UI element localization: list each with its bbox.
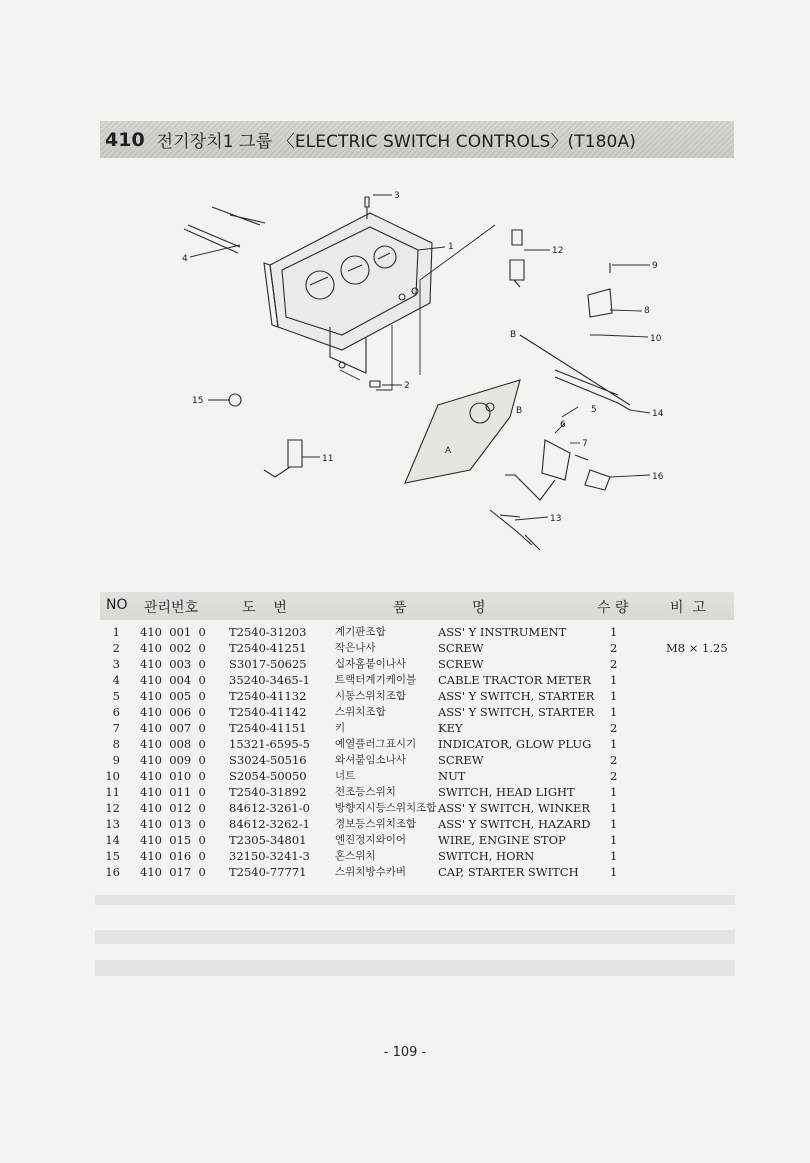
cell-no: 3 <box>112 657 120 671</box>
cell-qty: 1 <box>610 673 618 687</box>
meter-cable-drawing <box>184 207 265 253</box>
cell-mgmt: 410 007 0 <box>140 721 206 735</box>
head-light-switch-drawing <box>264 440 302 477</box>
table-row <box>100 784 734 800</box>
cell-qty: 2 <box>610 721 618 735</box>
cell-drawing: S3017-50625 <box>229 657 307 671</box>
callout-label: 14 <box>652 409 664 419</box>
cell-qty: 1 <box>610 801 618 815</box>
cell-name-en: NUT <box>438 769 466 783</box>
parts-table-header <box>100 592 734 620</box>
callout-label: 11 <box>322 454 334 464</box>
hazard-switch-drawing <box>490 510 540 550</box>
cell-no: 15 <box>105 849 120 863</box>
cell-name-kr: 와셔붙임소나사 <box>335 754 407 766</box>
cell-no: 13 <box>105 817 120 831</box>
cell-name-en: SWITCH, HEAD LIGHT <box>438 785 575 799</box>
cell-no: 4 <box>112 673 120 687</box>
cell-name-kr: 계기판조합 <box>335 626 386 638</box>
cell-name-en: INDICATOR, GLOW PLUG <box>438 737 592 751</box>
table-row <box>100 672 734 688</box>
switch-bracket-drawing <box>405 380 523 483</box>
cell-no: 6 <box>112 705 120 719</box>
header-part-name-en: 명 <box>472 600 486 616</box>
callout-label: 6 <box>560 420 566 430</box>
table-row <box>100 800 734 816</box>
table-row <box>100 848 734 864</box>
section-number: 410 <box>105 128 145 151</box>
letter-label: B <box>510 330 517 340</box>
cell-mgmt: 410 005 0 <box>140 689 206 703</box>
engine-stop-wire-drawing <box>520 335 630 410</box>
cell-no: 16 <box>105 865 120 879</box>
cell-drawing: T2540-31892 <box>229 785 307 799</box>
cell-mgmt: 410 001 0 <box>140 625 206 639</box>
cell-qty: 1 <box>610 817 618 831</box>
table-row <box>100 816 734 832</box>
letter-label: A <box>445 446 452 456</box>
cell-no: 14 <box>105 833 120 847</box>
cell-drawing: T2305-34801 <box>229 833 307 847</box>
cell-name-kr: 시동스위치조합 <box>335 690 407 702</box>
callout-label: 3 <box>394 191 400 201</box>
page-number: - 109 - <box>383 1045 427 1060</box>
cell-name-kr: 십자홈붙이나사 <box>335 658 407 670</box>
cell-qty: 1 <box>610 737 618 751</box>
cell-no: 8 <box>112 737 120 751</box>
callout-label: 16 <box>652 472 664 482</box>
callout-label: 12 <box>552 246 564 256</box>
table-row <box>100 704 734 720</box>
scan-artifact <box>95 960 735 976</box>
cell-name-kr: 키 <box>335 722 346 734</box>
winker-switch-drawing <box>510 230 524 287</box>
cell-mgmt: 410 008 0 <box>140 737 206 751</box>
cell-name-en: ASS' Y SWITCH, HAZARD <box>438 817 591 831</box>
table-row <box>100 720 734 736</box>
cell-drawing: 32150-3241-3 <box>229 849 310 863</box>
cell-mgmt: 410 012 0 <box>140 801 206 815</box>
cell-name-kr: 혼스위치 <box>335 850 376 862</box>
cell-mgmt: 410 013 0 <box>140 817 206 831</box>
callout-label: 8 <box>644 306 650 316</box>
cell-qty: 2 <box>610 769 618 783</box>
instrument-panel-drawing <box>264 213 432 373</box>
section-header <box>100 121 734 158</box>
cell-qty: 2 <box>610 657 618 671</box>
cell-drawing: S3024-50516 <box>229 753 307 767</box>
cell-no: 12 <box>105 801 120 815</box>
cell-drawing: T2540-31203 <box>229 625 307 639</box>
cell-name-en: ASS' Y SWITCH, STARTER <box>438 689 595 703</box>
callout-label: 13 <box>550 514 562 524</box>
cell-drawing: T2540-41142 <box>229 705 307 719</box>
header-drawing-number: 도 번 <box>242 600 287 616</box>
table-row <box>100 832 734 848</box>
cell-mgmt: 410 003 0 <box>140 657 206 671</box>
section-title: 전기장치1 그룹 〈ELECTRIC SWITCH CONTROLS〉(T180A) <box>156 132 636 152</box>
header-no: NO <box>106 597 128 613</box>
letter-label: B <box>516 406 523 416</box>
cell-name-en: CAP, STARTER SWITCH <box>438 865 579 879</box>
cell-drawing: 35240-3465-1 <box>229 673 310 687</box>
cell-name-kr: 너트 <box>335 770 356 782</box>
cell-name-kr: 스위치조합 <box>335 706 386 718</box>
callout-label: 5 <box>591 405 597 415</box>
cell-qty: 1 <box>610 689 618 703</box>
cell-no: 7 <box>112 721 120 735</box>
table-row <box>100 656 734 672</box>
table-row <box>100 752 734 768</box>
cell-name-kr: 작은나사 <box>335 642 376 654</box>
cell-no: 10 <box>105 769 120 783</box>
cell-qty: 1 <box>610 705 618 719</box>
cell-mgmt: 410 009 0 <box>140 753 206 767</box>
cell-name-kr: 예열플러그표시기 <box>335 738 417 750</box>
cell-no: 11 <box>105 785 120 799</box>
cell-qty: 1 <box>610 833 618 847</box>
table-row <box>100 624 734 640</box>
cell-qty: 1 <box>610 865 618 879</box>
cell-name-kr: 트랙터계기케이블 <box>335 674 417 686</box>
cell-drawing: 15321-6595-5 <box>229 737 310 751</box>
cell-name-en: KEY <box>438 721 463 735</box>
glow-plug-indicator-drawing <box>588 263 612 335</box>
table-row <box>100 768 734 784</box>
cell-drawing: 84612-3262-1 <box>229 817 310 831</box>
cell-remark: M8 × 1.25 <box>666 641 728 655</box>
cell-no: 9 <box>112 753 120 767</box>
cell-qty: 2 <box>610 641 618 655</box>
cell-mgmt: 410 011 0 <box>140 785 206 799</box>
cell-drawing: 84612-3261-0 <box>229 801 310 815</box>
cell-drawing: S2054-50050 <box>229 769 307 783</box>
scan-artifact <box>95 895 735 905</box>
cell-name-kr: 엔진정지와이어 <box>335 834 407 846</box>
callout-label: 9 <box>652 261 658 271</box>
cell-name-en: SCREW <box>438 641 484 655</box>
cell-drawing: T2540-41132 <box>229 689 307 703</box>
callout-label: 2 <box>404 381 410 391</box>
callout-label: 4 <box>182 254 188 264</box>
cell-no: 5 <box>112 689 120 703</box>
cell-name-en: SWITCH, HORN <box>438 849 535 863</box>
cell-name-en: SCREW <box>438 657 484 671</box>
cell-drawing: T2540-77771 <box>229 865 307 879</box>
cell-name-kr: 방향지시등스위치조합 <box>335 802 437 814</box>
cell-qty: 1 <box>610 849 618 863</box>
cell-name-kr: 전조등스위치 <box>335 786 396 798</box>
cell-mgmt: 410 015 0 <box>140 833 206 847</box>
callout-label: 1 <box>448 242 454 252</box>
screw-2-drawing <box>370 381 380 387</box>
table-row <box>100 688 734 704</box>
header-quantity: 수 량 <box>597 600 629 616</box>
cell-name-en: ASS' Y SWITCH, STARTER <box>438 705 595 719</box>
cell-name-en: WIRE, ENGINE STOP <box>438 833 566 847</box>
cell-name-en: SCREW <box>438 753 484 767</box>
cell-mgmt: 410 006 0 <box>140 705 206 719</box>
cell-name-en: ASS' Y INSTRUMENT <box>438 625 567 639</box>
header-part-name-kr: 품 <box>393 600 407 616</box>
horn-switch-drawing <box>229 394 241 406</box>
cell-mgmt: 410 004 0 <box>140 673 206 687</box>
cell-qty: 1 <box>610 785 618 799</box>
scan-artifact <box>95 930 735 944</box>
exploded-parts-diagram <box>170 185 680 565</box>
cell-name-kr: 경보등스위치조합 <box>335 818 417 830</box>
cell-no: 1 <box>112 625 120 639</box>
cell-qty: 2 <box>610 753 618 767</box>
cell-qty: 1 <box>610 625 618 639</box>
table-row <box>100 864 734 880</box>
header-remarks: 비 고 <box>670 600 706 616</box>
starter-switch-drawing <box>542 440 610 490</box>
callout-label: 7 <box>582 439 588 449</box>
cell-mgmt: 410 010 0 <box>140 769 206 783</box>
cell-name-en: ASS' Y SWITCH, WINKER <box>438 801 591 815</box>
cell-drawing: T2540-41251 <box>229 641 307 655</box>
header-mgmt-number: 관리번호 <box>144 600 199 616</box>
cell-mgmt: 410 016 0 <box>140 849 206 863</box>
cell-name-kr: 스위치방수카버 <box>335 866 407 878</box>
cell-mgmt: 410 017 0 <box>140 865 206 879</box>
cell-mgmt: 410 002 0 <box>140 641 206 655</box>
cell-no: 2 <box>112 641 120 655</box>
table-row <box>100 736 734 752</box>
callout-label: 15 <box>192 396 204 406</box>
callout-label: 10 <box>650 334 662 344</box>
table-row <box>100 640 734 656</box>
parts-table-body <box>100 624 734 880</box>
cell-drawing: T2540-41151 <box>229 721 307 735</box>
cell-name-en: CABLE TRACTOR METER <box>438 673 591 687</box>
